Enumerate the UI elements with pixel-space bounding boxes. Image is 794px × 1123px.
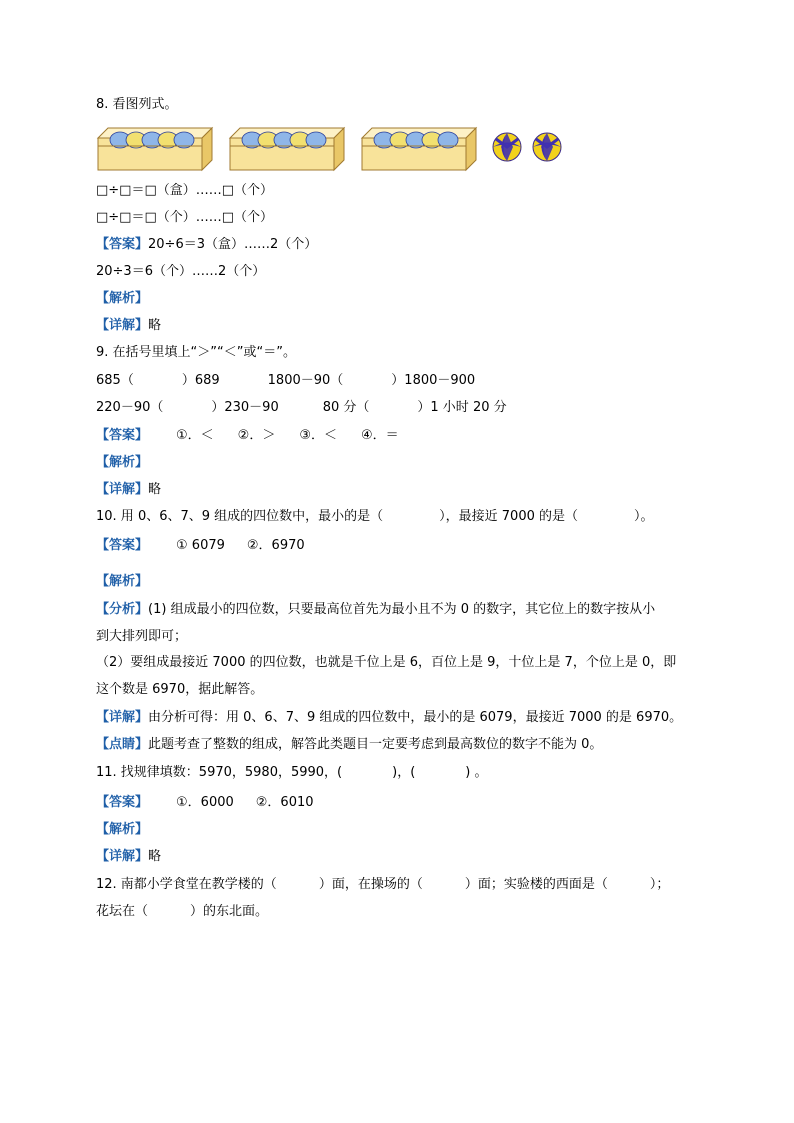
q9-row2-b: ）230－90 <box>211 400 279 415</box>
q8-answer1: 20÷6＝3（盒）……2（个） <box>148 237 318 252</box>
q10-answer-1: ① 6079 <box>176 538 225 553</box>
q9-answer-4: ④．＝ <box>360 428 399 443</box>
analysis-tag: 【解析】 <box>96 574 149 589</box>
boxes-and-balls-figure <box>96 122 576 174</box>
q8-answer2: 20÷3＝6（个）……2（个） <box>96 264 266 279</box>
q10-answer-2: ②．6970 <box>246 538 305 553</box>
q9-row2-d: ）1 小时 20 分 <box>417 400 507 415</box>
q9-answer-1: ①．＜ <box>176 428 214 443</box>
q10-fenxi-4: 这个数是 6970，据此解答。 <box>96 682 264 697</box>
detail-tag: 【详解】 <box>96 849 149 864</box>
loose-ball-2 <box>533 133 561 161</box>
q12-line2 <box>96 903 268 921</box>
q9-detail-text: 略 <box>148 482 162 497</box>
q9-row1-c: 1800－90（ <box>267 373 344 388</box>
q10-title <box>96 508 654 526</box>
q8-line1: □÷□＝□（盒）……□（个） <box>96 183 274 198</box>
fenxi-tag: 【分析】 <box>96 602 149 617</box>
q9-row1-d: ）1800－900 <box>391 373 476 388</box>
detail-tag: 【详解】 <box>96 482 149 497</box>
q9-row2-c: 80 分（ <box>322 400 370 415</box>
q10-answer-row <box>96 537 305 555</box>
q11-answer-row <box>96 794 314 812</box>
box-3 <box>362 128 476 170</box>
q9-detail <box>96 481 161 499</box>
q9-analysis <box>96 454 148 472</box>
q10-dianjing <box>96 736 602 754</box>
analysis-tag: 【解析】 <box>96 455 149 470</box>
q10-title-c: ）。 <box>634 509 654 524</box>
q12-line1-c: ）面；实验楼的西面是（ <box>464 877 608 892</box>
q10-title-b: ），最接近 7000 的是（ <box>439 509 579 524</box>
q8-line2: □÷□＝□（个）……□（个） <box>96 210 274 225</box>
q11-title-c: ) 。 <box>465 765 488 780</box>
q9-row1-b: ）689 <box>181 373 220 388</box>
q11-detail <box>96 848 161 866</box>
q9-title: 9. 在括号里填上“＞”“＜”或“＝”。 <box>96 345 296 360</box>
dianjing-tag: 【点睛】 <box>96 737 149 752</box>
q10-dianjing-text: 此题考查了整数的组成，解答此类题目一定要考虑到最高数位的数字不能为 0。 <box>148 737 603 752</box>
q10-fenxi-1 <box>96 601 655 619</box>
q10-detail-text: 由分析可得：用 0、6、7、9 组成的四位数中，最小的是 6079，最接近 7000 的是 6970。 <box>148 710 683 725</box>
analysis-tag: 【解析】 <box>96 291 149 306</box>
detail-tag: 【详解】 <box>96 710 149 725</box>
q11-answer-2: ②．6010 <box>255 795 314 810</box>
q11-title <box>96 764 488 782</box>
q9-answer-3: ③．＜ <box>299 428 337 443</box>
answer-tag: 【答案】 <box>96 795 149 810</box>
q11-title-b: )，( <box>392 765 416 780</box>
q8-title: 8. 看图列式。 <box>96 97 178 112</box>
answer-tag: 【答案】 <box>96 538 149 553</box>
q10-fenxi-2: 到大排列即可； <box>96 629 188 644</box>
q11-answer-1: ①．6000 <box>176 795 234 810</box>
q12-line1-a: 12. 南都小学食堂在教学楼的（ <box>96 877 277 892</box>
box-2 <box>230 128 344 170</box>
q8-answer-row <box>96 236 317 254</box>
q9-answer-2: ②．＞ <box>237 428 276 443</box>
answer-tag: 【答案】 <box>96 428 149 443</box>
q12-line1-d: ）； <box>649 877 670 892</box>
q12-line1 <box>96 876 669 894</box>
box-1 <box>98 128 212 170</box>
q8-detail-text: 略 <box>148 318 162 333</box>
q10-title-a: 10. 用 0、6、7、9 组成的四位数中，最小的是（ <box>96 509 384 524</box>
q8-detail <box>96 317 161 335</box>
q10-fenxi-text1: (1) 组成最小的四位数，只要最高位首先为最小且不为 0 的数字，其它位上的数字按从小 <box>148 602 656 617</box>
detail-tag: 【详解】 <box>96 318 149 333</box>
q11-analysis <box>96 821 148 839</box>
q12-line2-a: 花坛在（ <box>96 904 149 919</box>
q12-line2-b: ）的东北面。 <box>190 904 269 919</box>
q9-row1 <box>96 372 475 390</box>
figure-svg <box>96 122 576 174</box>
q8-analysis <box>96 290 148 308</box>
q11-detail-text: 略 <box>148 849 162 864</box>
answer-tag: 【答案】 <box>96 237 149 252</box>
q9-answer-row <box>96 427 399 445</box>
q9-row1-a: 685（ <box>96 373 134 388</box>
q9-row2-a: 220－90（ <box>96 400 164 415</box>
q11-title-a: 11. 找规律填数：5970，5980，5990，( <box>96 765 343 780</box>
loose-ball-1 <box>493 133 521 161</box>
q9-row2 <box>96 399 507 417</box>
q10-analysis <box>96 573 148 591</box>
q12-line1-b: ）面，在操场的（ <box>318 877 423 892</box>
q10-fenxi-3: （2）要组成最接近 7000 的四位数，也就是千位上是 6，百位上是 9，十位上是 7，个位上是 0，即 <box>96 655 677 670</box>
q10-detail <box>96 709 682 727</box>
analysis-tag: 【解析】 <box>96 822 149 837</box>
